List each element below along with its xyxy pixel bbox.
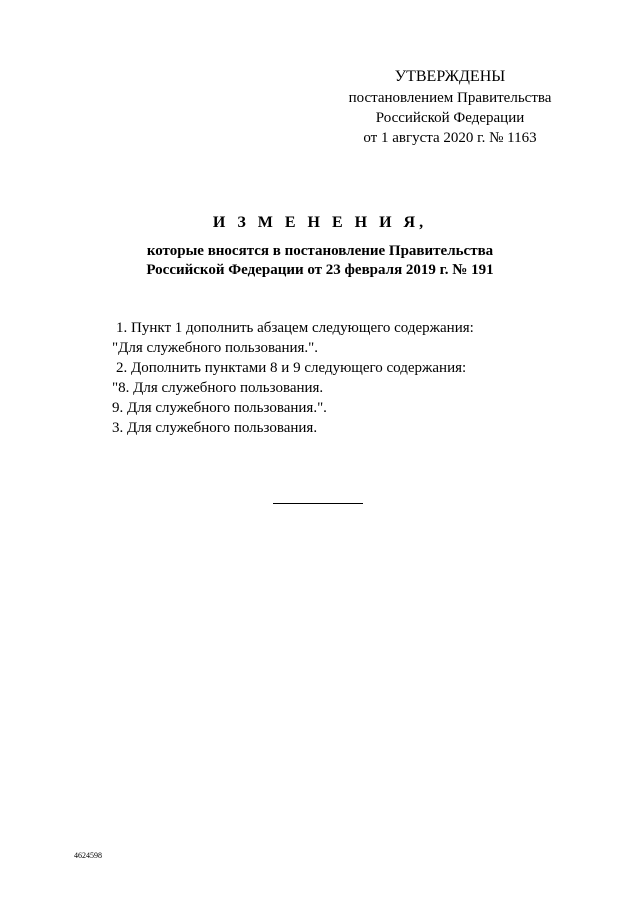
paragraph-3: 2. Дополнить пунктами 8 и 9 следующего содержания: <box>116 360 467 376</box>
closing-divider <box>273 503 363 504</box>
approval-line-3: от 1 августа 2020 г. № 1163 <box>363 130 537 146</box>
approval-line-2: Российской Федерации <box>375 110 525 126</box>
approval-stamp <box>330 66 570 148</box>
subtitle-line-1: которые вносятся в постановление Правительства <box>146 243 494 259</box>
document-title: И З М Е Н Е Н И Я, <box>212 214 428 231</box>
paragraph-4: "8. Для служебного пользования. <box>112 380 324 396</box>
document-subtitle <box>60 242 580 280</box>
paragraph-6: 3. Для служебного пользования. <box>112 420 318 436</box>
paragraph-1: 1. Пункт 1 дополнить абзацем следующего содержания: <box>116 320 474 336</box>
approval-heading: УТВЕРЖДЕНЫ <box>394 68 506 85</box>
paragraph-2: "Для служебного пользования.". <box>112 340 319 356</box>
document-body <box>112 318 552 438</box>
paragraph-5: 9. Для служебного пользования.". <box>112 400 327 416</box>
approval-line-1: постановлением Правительства <box>348 90 552 106</box>
subtitle-line-2: Российской Федерации от 23 февраля 2019 г. № 191 <box>146 262 494 278</box>
document-id: 4624598 <box>74 851 102 860</box>
